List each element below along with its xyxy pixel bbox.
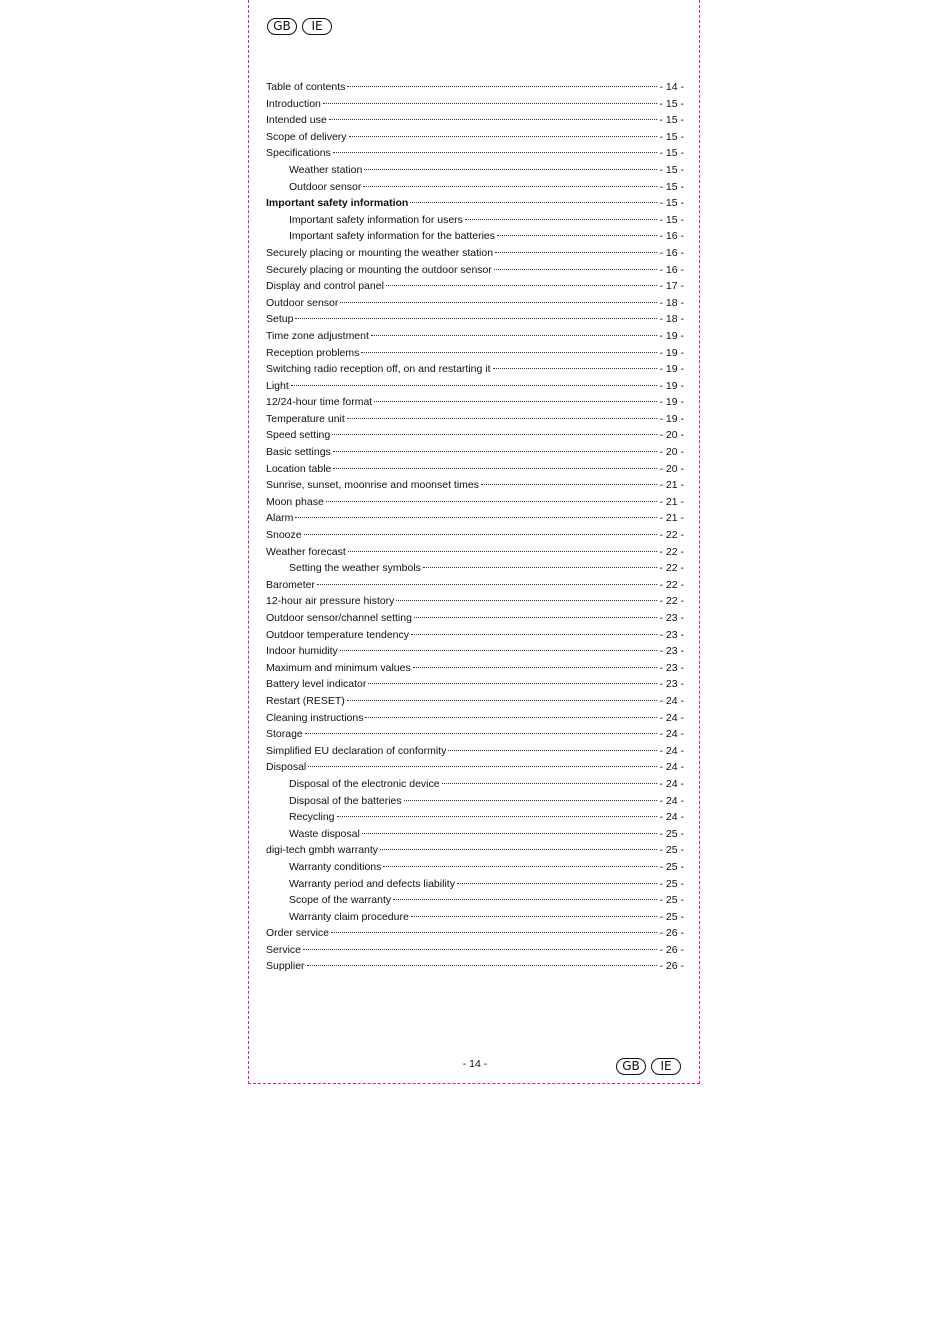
- toc-entry[interactable]: [266, 311, 684, 328]
- toc-entry-page: - 20 -: [659, 462, 684, 475]
- language-badge-gb: GB: [267, 18, 297, 35]
- toc-entry[interactable]: [266, 179, 684, 196]
- toc-entry[interactable]: [266, 909, 684, 926]
- toc-entry-title: Weather forecast: [266, 545, 346, 558]
- toc-entry-title: Moon phase: [266, 495, 324, 508]
- toc-dot-leader: [291, 385, 658, 386]
- toc-entry[interactable]: [266, 494, 684, 511]
- toc-dot-leader: [304, 534, 658, 535]
- toc-entry-title: Maximum and minimum values: [266, 661, 411, 674]
- toc-dot-leader: [465, 219, 658, 220]
- toc-entry[interactable]: [266, 278, 684, 295]
- toc-entry[interactable]: [266, 262, 684, 279]
- toc-dot-leader: [368, 683, 657, 684]
- toc-entry-page: - 25 -: [659, 894, 684, 907]
- toc-dot-leader: [414, 617, 658, 618]
- language-badge-gb: GB: [616, 1058, 646, 1075]
- toc-dot-leader: [448, 750, 657, 751]
- toc-entry-title: Important safety information for users: [289, 213, 463, 226]
- toc-entry-page: - 16 -: [659, 263, 684, 276]
- toc-entry-page: - 19 -: [659, 329, 684, 342]
- toc-dot-leader: [332, 434, 657, 435]
- toc-dot-leader: [374, 401, 657, 402]
- toc-entry[interactable]: [266, 79, 684, 96]
- toc-entry-title: Setup: [266, 313, 294, 326]
- toc-entry[interactable]: [266, 610, 684, 627]
- toc-dot-leader: [347, 700, 658, 701]
- toc-entry-page: - 25 -: [659, 860, 684, 873]
- toc-dot-leader: [305, 733, 658, 734]
- toc-entry-title: Storage: [266, 728, 303, 741]
- toc-entry-page: - 15 -: [659, 180, 684, 193]
- toc-entry-page: - 25 -: [659, 844, 684, 857]
- toc-entry-title: Location table: [266, 462, 332, 475]
- toc-entry-title: Setting the weather symbols: [289, 562, 421, 575]
- toc-entry[interactable]: [266, 560, 684, 577]
- toc-dot-leader: [331, 932, 657, 933]
- toc-entry-page: - 19 -: [659, 396, 684, 409]
- toc-entry-page: - 24 -: [659, 694, 684, 707]
- toc-entry-title: Outdoor sensor: [289, 180, 362, 193]
- toc-dot-leader: [493, 368, 658, 369]
- toc-entry[interactable]: [266, 643, 684, 660]
- toc-dot-leader: [362, 833, 658, 834]
- toc-entry[interactable]: [266, 593, 684, 610]
- toc-entry[interactable]: [266, 228, 684, 245]
- toc-dot-leader: [386, 285, 658, 286]
- toc-dot-leader: [333, 152, 658, 153]
- toc-entry-title: digi-tech gmbh warranty: [266, 844, 379, 857]
- toc-entry-title: Scope of the warranty: [289, 894, 392, 907]
- toc-entry-page: - 26 -: [659, 943, 684, 956]
- toc-entry-page: - 16 -: [659, 246, 684, 259]
- toc-dot-leader: [411, 634, 657, 635]
- toc-entry-page: - 18 -: [659, 296, 684, 309]
- toc-entry-title: Waste disposal: [289, 827, 360, 840]
- toc-entry-page: - 17 -: [659, 280, 684, 293]
- toc-dot-leader: [295, 517, 657, 518]
- toc-entry[interactable]: [266, 245, 684, 262]
- toc-entry[interactable]: [266, 96, 684, 113]
- toc-entry-title: 12-hour air pressure history: [266, 595, 395, 608]
- toc-entry-title: Simplified EU declaration of conformity: [266, 744, 447, 757]
- toc-entry-title: Weather station: [289, 163, 363, 176]
- toc-dot-leader: [497, 235, 657, 236]
- page-number: - 14 -: [462, 1058, 488, 1070]
- toc-entry-title: Display and control panel: [266, 280, 384, 293]
- toc-entry[interactable]: [266, 378, 684, 395]
- toc-entry[interactable]: [266, 892, 684, 909]
- toc-dot-leader: [457, 883, 658, 884]
- toc-entry-title: Warranty conditions: [289, 860, 382, 873]
- toc-dot-leader: [365, 717, 657, 718]
- toc-dot-leader: [396, 600, 657, 601]
- toc-entry-title: Speed setting: [266, 429, 331, 442]
- toc-dot-leader: [340, 302, 657, 303]
- toc-dot-leader: [393, 899, 657, 900]
- toc-entry-page: - 24 -: [659, 728, 684, 741]
- toc-entry[interactable]: [266, 693, 684, 710]
- toc-entry-page: - 15 -: [659, 97, 684, 110]
- toc-entry-title: Intended use: [266, 114, 327, 127]
- toc-entry-title: Introduction: [266, 97, 321, 110]
- toc-entry-page: - 25 -: [659, 827, 684, 840]
- toc-entry-title: Switching radio reception off, on and restarting it: [266, 363, 491, 376]
- toc-entry-page: - 24 -: [659, 761, 684, 774]
- toc-dot-leader: [423, 567, 658, 568]
- toc-dot-leader: [347, 86, 657, 87]
- toc-entry-title: Outdoor temperature tendency: [266, 628, 410, 641]
- toc-entry-title: Battery level indicator: [266, 678, 367, 691]
- toc-entry[interactable]: [266, 577, 684, 594]
- toc-dot-leader: [307, 965, 658, 966]
- toc-dot-leader: [317, 584, 657, 585]
- toc-dot-leader: [410, 202, 657, 203]
- toc-dot-leader: [349, 136, 658, 137]
- toc-entry-page: - 18 -: [659, 313, 684, 326]
- toc-entry-title: Indoor humidity: [266, 645, 338, 658]
- toc-entry-page: - 23 -: [659, 678, 684, 691]
- toc-entry-title: Outdoor sensor/channel setting: [266, 612, 412, 624]
- toc-entry-page: - 23 -: [659, 645, 684, 658]
- toc-entry-page: - 21 -: [659, 512, 684, 525]
- toc-entry-title: Specifications: [266, 147, 331, 160]
- toc-entry[interactable]: [266, 842, 684, 859]
- toc-entry-title: Disposal of the batteries: [289, 794, 402, 807]
- toc-dot-leader: [340, 650, 658, 651]
- toc-dot-leader: [371, 335, 658, 336]
- toc-dot-leader: [380, 849, 657, 850]
- toc-dot-leader: [404, 800, 658, 801]
- toc-entry-title: Important safety information: [266, 197, 409, 210]
- toc-entry[interactable]: [266, 195, 684, 212]
- toc-entry-page: - 24 -: [659, 744, 684, 757]
- toc-entry-title: 12/24-hour time format: [266, 396, 373, 409]
- toc-entry-page: - 16 -: [659, 230, 684, 243]
- toc-dot-leader: [333, 468, 657, 469]
- toc-entry[interactable]: [266, 809, 684, 826]
- toc-entry[interactable]: [266, 361, 684, 378]
- toc-entry-title: Outdoor sensor: [266, 296, 339, 309]
- toc-dot-leader: [303, 949, 657, 950]
- toc-entry[interactable]: [266, 743, 684, 760]
- toc-entry-title: Securely placing or mounting the outdoor sensor: [266, 263, 492, 276]
- toc-entry-title: Supplier: [266, 960, 305, 973]
- toc-entry[interactable]: [266, 477, 684, 494]
- toc-entry-page: - 19 -: [659, 363, 684, 376]
- toc-entry[interactable]: [266, 510, 684, 527]
- toc-entry-page: - 14 -: [659, 81, 684, 93]
- toc-entry-page: - 26 -: [659, 927, 684, 940]
- toc-entry-page: - 21 -: [659, 495, 684, 508]
- toc-entry[interactable]: [266, 676, 684, 693]
- toc-entry-page: - 23 -: [659, 661, 684, 674]
- toc-entry-title: Warranty period and defects liability: [289, 877, 455, 890]
- footer-language-badges: [616, 1058, 681, 1075]
- toc-entry[interactable]: [266, 444, 684, 461]
- toc-dot-leader: [364, 169, 657, 170]
- toc-entry-page: - 22 -: [659, 595, 684, 608]
- toc-entry-page: - 20 -: [659, 429, 684, 442]
- toc-dot-leader: [481, 484, 657, 485]
- toc-entry-page: - 22 -: [659, 529, 684, 542]
- toc-entry[interactable]: [266, 942, 684, 959]
- toc-entry-page: - 22 -: [659, 562, 684, 575]
- toc-entry-page: - 25 -: [659, 877, 684, 890]
- toc-dot-leader: [495, 252, 657, 253]
- toc-dot-leader: [333, 451, 658, 452]
- toc-entry-title: Restart (RESET): [266, 694, 345, 707]
- toc-entry-title: Barometer: [266, 578, 316, 591]
- toc-entry[interactable]: [266, 527, 684, 544]
- toc-dot-leader: [295, 318, 657, 319]
- toc-entry-page: - 22 -: [659, 545, 684, 558]
- toc-entry-page: - 15 -: [659, 163, 684, 176]
- toc-entry[interactable]: [266, 627, 684, 644]
- toc-entry-title: Warranty claim procedure: [289, 910, 409, 923]
- toc-dot-leader: [442, 783, 658, 784]
- toc-entry-page: - 26 -: [659, 960, 684, 973]
- toc-entry-title: Alarm: [266, 512, 294, 525]
- toc-entry[interactable]: [266, 129, 684, 146]
- toc-dot-leader: [363, 186, 657, 187]
- toc-entry-page: - 24 -: [659, 711, 684, 724]
- toc-entry-page: - 23 -: [659, 612, 684, 624]
- toc-entry[interactable]: [266, 826, 684, 843]
- toc-entry[interactable]: [266, 427, 684, 444]
- language-badge-ie: IE: [651, 1058, 681, 1075]
- toc-entry-page: - 15 -: [659, 130, 684, 143]
- toc-entry-page: - 24 -: [659, 811, 684, 824]
- toc-entry[interactable]: [266, 759, 684, 776]
- toc-entry-title: Disposal of the electronic device: [289, 777, 440, 790]
- toc-entry[interactable]: [266, 544, 684, 561]
- toc-entry-page: - 19 -: [659, 412, 684, 425]
- toc-dot-leader: [494, 269, 658, 270]
- toc-entry-title: Reception problems: [266, 346, 360, 359]
- toc-dot-leader: [329, 119, 658, 120]
- toc-entry-page: - 19 -: [659, 379, 684, 392]
- toc-entry[interactable]: [266, 145, 684, 162]
- toc-entry[interactable]: [266, 660, 684, 677]
- toc-entry-title: Order service: [266, 927, 330, 940]
- toc-entry[interactable]: [266, 925, 684, 942]
- toc-entry-page: - 15 -: [659, 147, 684, 160]
- toc-dot-leader: [347, 418, 658, 419]
- toc-entry[interactable]: [266, 212, 684, 229]
- toc-entry[interactable]: [266, 394, 684, 411]
- toc-entry-page: - 23 -: [659, 628, 684, 641]
- toc-entry-page: - 24 -: [659, 794, 684, 807]
- toc-entry[interactable]: [266, 328, 684, 345]
- toc-entry-title: Important safety information for the batteries: [289, 230, 496, 243]
- table-of-contents: [266, 79, 684, 975]
- toc-dot-leader: [413, 667, 658, 668]
- toc-entry-title: Light: [266, 379, 289, 392]
- toc-entry-title: Service: [266, 943, 302, 956]
- toc-dot-leader: [361, 352, 657, 353]
- toc-dot-leader: [308, 766, 657, 767]
- toc-entry[interactable]: [266, 162, 684, 179]
- toc-entry-page: - 21 -: [659, 479, 684, 492]
- toc-dot-leader: [323, 103, 658, 104]
- toc-entry[interactable]: [266, 345, 684, 362]
- toc-entry-page: - 24 -: [659, 777, 684, 790]
- toc-dot-leader: [348, 551, 658, 552]
- toc-dot-leader: [326, 501, 658, 502]
- toc-entry-page: - 22 -: [659, 578, 684, 591]
- toc-entry[interactable]: [266, 710, 684, 727]
- toc-entry-page: - 15 -: [659, 114, 684, 127]
- toc-entry-page: - 15 -: [659, 213, 684, 226]
- toc-entry-title: Temperature unit: [266, 412, 345, 425]
- toc-entry[interactable]: [266, 793, 684, 810]
- toc-entry-title: Scope of delivery: [266, 130, 347, 143]
- toc-entry[interactable]: [266, 876, 684, 893]
- toc-entry[interactable]: [266, 859, 684, 876]
- toc-entry-title: Snooze: [266, 529, 302, 542]
- toc-entry-title: Cleaning instructions: [266, 711, 364, 724]
- toc-entry-title: Recycling: [289, 811, 335, 824]
- toc-entry[interactable]: [266, 112, 684, 129]
- language-badge-ie: IE: [302, 18, 332, 35]
- toc-entry-title: Time zone adjustment: [266, 329, 369, 342]
- toc-entry-page: - 25 -: [659, 910, 684, 923]
- header-language-badges: [267, 18, 332, 35]
- toc-entry-title: Disposal: [266, 761, 307, 774]
- toc-entry-page: - 20 -: [659, 446, 684, 459]
- toc-entry[interactable]: [266, 295, 684, 312]
- toc-entry[interactable]: [266, 461, 684, 478]
- toc-entry[interactable]: [266, 776, 684, 793]
- toc-entry[interactable]: [266, 726, 684, 743]
- toc-entry-title: Sunrise, sunset, moonrise and moonset times: [266, 479, 480, 492]
- toc-entry-title: Securely placing or mounting the weather station: [266, 246, 494, 259]
- toc-entry[interactable]: [266, 958, 684, 975]
- toc-entry-title: Basic settings: [266, 446, 331, 459]
- toc-dot-leader: [383, 866, 657, 867]
- toc-entry-page: - 19 -: [659, 346, 684, 359]
- toc-dot-leader: [411, 916, 658, 917]
- toc-entry-title: Table of contents: [266, 81, 346, 93]
- toc-entry-page: - 15 -: [659, 197, 684, 210]
- toc-dot-leader: [337, 816, 658, 817]
- toc-entry[interactable]: [266, 411, 684, 428]
